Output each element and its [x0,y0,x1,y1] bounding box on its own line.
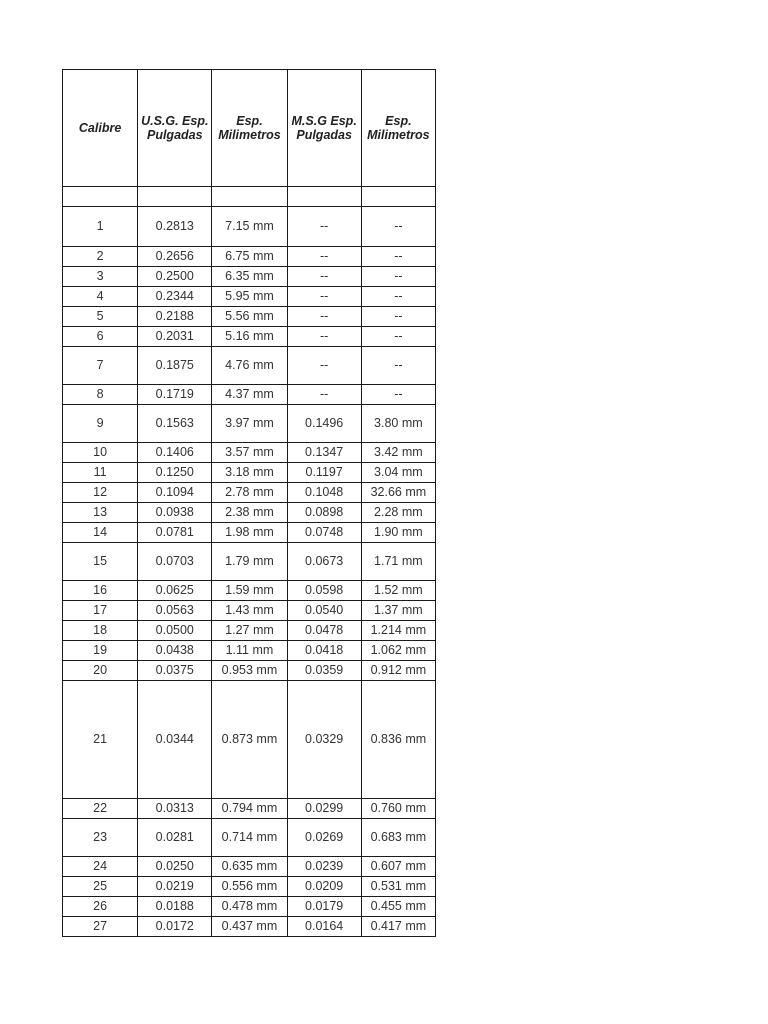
cell-usg-mm: 0.794 mm [212,799,287,819]
cell-msg-mm: -- [361,207,435,247]
cell-msg-mm: 1.52 mm [361,581,435,601]
table-row [63,523,436,543]
table-body [63,70,436,937]
header-msg-inches-line-1: M.S.G Esp. [291,114,357,128]
cell-msg-inches: 0.0329 [287,681,361,799]
cell-msg-inches: 0.0540 [287,601,361,621]
cell-calibre: 26 [63,897,138,917]
cell-msg-inches: -- [287,307,361,327]
spacer-row [63,187,436,207]
cell-usg-mm: 1.11 mm [212,641,287,661]
cell-usg-mm: 1.98 mm [212,523,287,543]
cell-msg-mm: -- [361,327,435,347]
cell-msg-mm: 0.607 mm [361,857,435,877]
cell-msg-mm: 3.80 mm [361,405,435,443]
cell-calibre [63,187,138,207]
cell-calibre: 4 [63,287,138,307]
cell-calibre: 20 [63,661,138,681]
cell-msg-mm: 0.760 mm [361,799,435,819]
table-row [63,347,436,385]
cell-usg-inches: 0.0703 [138,543,212,581]
cell-calibre: 12 [63,483,138,503]
cell-msg-inches: 0.0164 [287,917,361,937]
cell-usg-mm: 0.437 mm [212,917,287,937]
cell-msg-inches [287,187,361,207]
cell-msg-inches: -- [287,267,361,287]
cell-msg-inches: 0.1496 [287,405,361,443]
cell-usg-inches: 0.0625 [138,581,212,601]
cell-msg-inches: 0.0179 [287,897,361,917]
cell-calibre: 17 [63,601,138,621]
cell-calibre: 13 [63,503,138,523]
gauge-table [62,69,436,937]
cell-calibre: 8 [63,385,138,405]
cell-msg-mm: 0.836 mm [361,681,435,799]
cell-usg-inches: 0.2188 [138,307,212,327]
cell-calibre: 18 [63,621,138,641]
header-calibre-line: Calibre [78,121,122,135]
table-row [63,681,436,799]
cell-msg-inches: 0.0478 [287,621,361,641]
cell-usg-inches: 0.0250 [138,857,212,877]
header-usg-mm [212,70,287,187]
cell-usg-inches: 0.2031 [138,327,212,347]
table-row [63,483,436,503]
cell-usg-inches: 0.0172 [138,917,212,937]
cell-msg-inches: 0.0748 [287,523,361,543]
cell-usg-inches: 0.1719 [138,385,212,405]
table-row [63,327,436,347]
cell-calibre: 2 [63,247,138,267]
cell-msg-mm: -- [361,347,435,385]
cell-usg-inches: 0.0938 [138,503,212,523]
cell-msg-mm: 1.37 mm [361,601,435,621]
cell-usg-inches: 0.0344 [138,681,212,799]
table-row [63,543,436,581]
header-msg-inches [287,70,361,187]
cell-msg-mm: 0.683 mm [361,819,435,857]
header-usg-inches-line-1: U.S.G. Esp. [141,114,209,128]
cell-msg-inches: -- [287,207,361,247]
cell-msg-inches: -- [287,327,361,347]
cell-msg-inches: 0.0359 [287,661,361,681]
cell-calibre: 19 [63,641,138,661]
cell-calibre: 23 [63,819,138,857]
cell-usg-mm: 0.873 mm [212,681,287,799]
cell-calibre: 16 [63,581,138,601]
cell-msg-mm: 1.71 mm [361,543,435,581]
cell-usg-inches: 0.0313 [138,799,212,819]
table-row [63,621,436,641]
table-row [63,897,436,917]
cell-msg-inches: 0.1197 [287,463,361,483]
cell-msg-mm: 3.04 mm [361,463,435,483]
cell-usg-mm: 2.38 mm [212,503,287,523]
cell-msg-mm: 0.455 mm [361,897,435,917]
cell-usg-mm: 0.556 mm [212,877,287,897]
cell-usg-inches: 0.2344 [138,287,212,307]
cell-msg-mm: 2.28 mm [361,503,435,523]
table-row [63,917,436,937]
table-row [63,247,436,267]
table-row [63,799,436,819]
table-row [63,463,436,483]
cell-usg-inches: 0.2500 [138,267,212,287]
table-row [63,819,436,857]
cell-calibre: 11 [63,463,138,483]
cell-usg-inches: 0.1563 [138,405,212,443]
cell-usg-mm: 6.35 mm [212,267,287,287]
cell-msg-inches: 0.0239 [287,857,361,877]
cell-msg-inches: 0.0209 [287,877,361,897]
cell-usg-inches: 0.0375 [138,661,212,681]
cell-msg-mm: 0.912 mm [361,661,435,681]
header-msg-mm-line-1: Esp. [385,114,412,128]
cell-msg-inches: 0.0418 [287,641,361,661]
cell-usg-mm: 5.56 mm [212,307,287,327]
header-usg-mm-line-1: Esp. [236,114,263,128]
header-msg-inches-line-2: Pulgadas [296,128,352,142]
cell-calibre: 9 [63,405,138,443]
cell-usg-mm: 1.27 mm [212,621,287,641]
cell-calibre: 10 [63,443,138,463]
cell-msg-mm: 0.417 mm [361,917,435,937]
cell-usg-inches: 0.0219 [138,877,212,897]
table-row [63,307,436,327]
table-row [63,877,436,897]
cell-calibre: 3 [63,267,138,287]
cell-usg-mm: 4.37 mm [212,385,287,405]
cell-usg-mm: 0.478 mm [212,897,287,917]
cell-usg-mm: 6.75 mm [212,247,287,267]
cell-calibre: 5 [63,307,138,327]
cell-msg-inches: 0.0299 [287,799,361,819]
header-calibre [63,70,138,187]
table-row [63,443,436,463]
cell-usg-inches: 0.1094 [138,483,212,503]
cell-msg-inches: 0.1048 [287,483,361,503]
table-row [63,661,436,681]
header-msg-mm [361,70,435,187]
table-row [63,207,436,247]
cell-usg-mm: 5.16 mm [212,327,287,347]
table-row [63,857,436,877]
cell-usg-mm: 5.95 mm [212,287,287,307]
cell-usg-mm: 3.97 mm [212,405,287,443]
cell-msg-inches: -- [287,385,361,405]
header-msg-mm-line-2: Milimetros [367,128,430,142]
cell-usg-mm: 0.714 mm [212,819,287,857]
cell-calibre: 24 [63,857,138,877]
cell-calibre: 7 [63,347,138,385]
table-row [63,641,436,661]
cell-calibre: 15 [63,543,138,581]
cell-usg-mm [212,187,287,207]
cell-msg-mm: 0.531 mm [361,877,435,897]
header-usg-inches-line-2: Pulgadas [146,128,203,142]
cell-usg-inches: 0.0781 [138,523,212,543]
table-row [63,287,436,307]
cell-usg-inches: 0.1250 [138,463,212,483]
cell-usg-mm: 1.79 mm [212,543,287,581]
table-row [63,503,436,523]
header-usg-mm-line-2: Milimetros [218,128,281,142]
cell-calibre: 14 [63,523,138,543]
cell-usg-mm: 4.76 mm [212,347,287,385]
cell-calibre: 6 [63,327,138,347]
cell-msg-mm: -- [361,247,435,267]
cell-msg-mm: -- [361,267,435,287]
cell-calibre: 27 [63,917,138,937]
cell-msg-mm [361,187,435,207]
cell-usg-inches [138,187,212,207]
table-row [63,581,436,601]
cell-calibre: 25 [63,877,138,897]
cell-calibre: 21 [63,681,138,799]
cell-msg-mm: 1.214 mm [361,621,435,641]
cell-usg-mm: 7.15 mm [212,207,287,247]
cell-usg-mm: 1.59 mm [212,581,287,601]
table-row [63,267,436,287]
cell-usg-mm: 1.43 mm [212,601,287,621]
cell-usg-inches: 0.0563 [138,601,212,621]
cell-msg-mm: 1.062 mm [361,641,435,661]
cell-msg-inches: 0.0673 [287,543,361,581]
cell-usg-mm: 3.57 mm [212,443,287,463]
cell-usg-inches: 0.1406 [138,443,212,463]
cell-msg-mm: 1.90 mm [361,523,435,543]
cell-usg-mm: 2.78 mm [212,483,287,503]
cell-msg-mm: -- [361,385,435,405]
header-row [63,70,436,187]
cell-msg-inches: -- [287,347,361,385]
cell-usg-inches: 0.0438 [138,641,212,661]
cell-usg-inches: 0.0188 [138,897,212,917]
cell-usg-mm: 0.635 mm [212,857,287,877]
cell-calibre: 1 [63,207,138,247]
cell-msg-inches: -- [287,247,361,267]
cell-calibre: 22 [63,799,138,819]
cell-usg-mm: 3.18 mm [212,463,287,483]
cell-msg-inches: -- [287,287,361,307]
cell-msg-inches: 0.0898 [287,503,361,523]
cell-msg-inches: 0.1347 [287,443,361,463]
table-row [63,385,436,405]
cell-usg-mm: 0.953 mm [212,661,287,681]
cell-msg-mm: -- [361,307,435,327]
cell-usg-inches: 0.0281 [138,819,212,857]
cell-usg-inches: 0.2813 [138,207,212,247]
cell-msg-mm: -- [361,287,435,307]
cell-msg-inches: 0.0598 [287,581,361,601]
table-row [63,405,436,443]
cell-msg-inches: 0.0269 [287,819,361,857]
cell-msg-mm: 3.42 mm [361,443,435,463]
cell-usg-inches: 0.0500 [138,621,212,641]
header-usg-inches [138,70,212,187]
table-row [63,601,436,621]
cell-msg-mm: 32.66 mm [361,483,435,503]
cell-usg-inches: 0.2656 [138,247,212,267]
cell-usg-inches: 0.1875 [138,347,212,385]
